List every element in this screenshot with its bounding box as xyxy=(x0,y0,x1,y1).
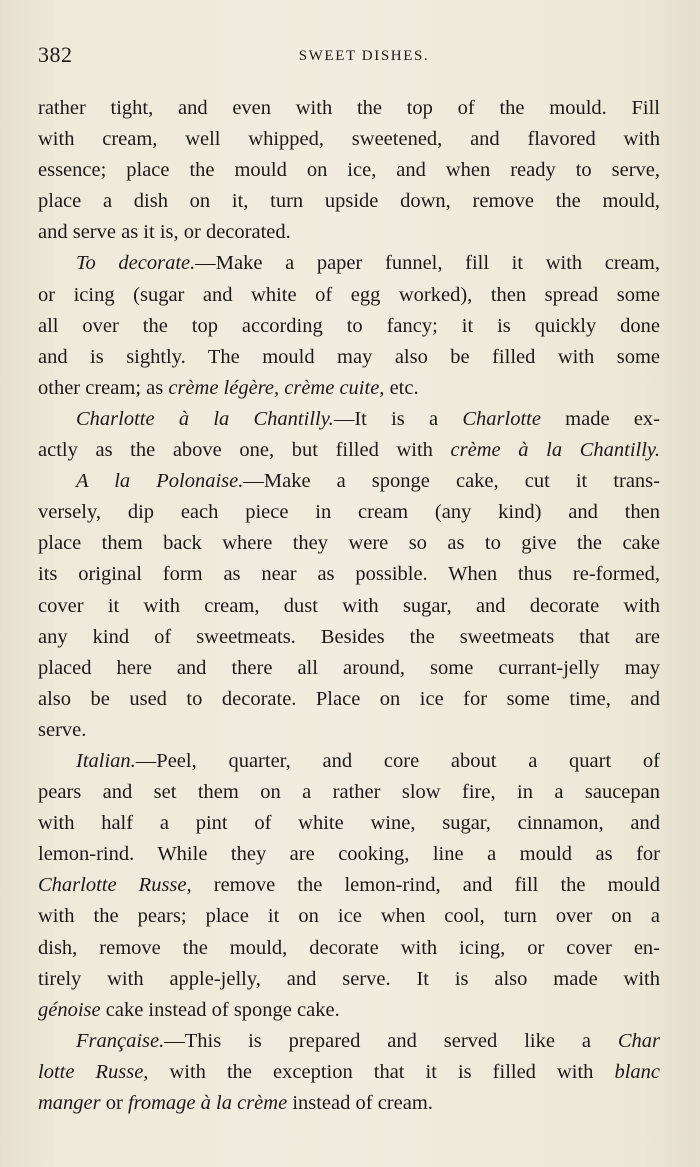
italic-text: crème à la Chantilly. xyxy=(450,439,660,462)
text-line xyxy=(38,933,660,964)
text-line xyxy=(38,839,660,870)
text-run: place a dish on it, turn upside down, remove the mould, xyxy=(38,190,660,213)
text-run: etc. xyxy=(384,376,419,399)
italic-text: blanc xyxy=(614,1060,660,1083)
text-run: with cream, well whipped, sweetened, and flavored with xyxy=(38,128,660,151)
text-run: —Peel, quarter, and core about a quart of xyxy=(135,749,660,772)
text-line xyxy=(38,186,660,217)
italic-text: fromage à la crème xyxy=(127,1092,288,1114)
text-run: cover it with cream, dust with sugar, and decorate with xyxy=(38,594,660,617)
italic-text: Charlotte à la Chantilly. xyxy=(76,407,334,430)
italic-text: Charlotte Russe, xyxy=(38,874,192,897)
text-line xyxy=(38,248,660,279)
text-line xyxy=(38,964,660,995)
text-line xyxy=(38,528,660,559)
italic-text: génoise xyxy=(38,998,101,1021)
text-line xyxy=(38,311,660,342)
text-run: placed here and there all around, some currant-jelly may xyxy=(38,656,660,679)
text-run: with half a pint of white wine, sugar, cinnamon, and xyxy=(38,812,660,835)
text-line xyxy=(38,1026,660,1057)
text-run: tirely with apple-jelly, and serve. It is also made with xyxy=(38,967,660,990)
text-run: essence; place the mould on ice, and when ready to serve, xyxy=(38,159,660,182)
text-line xyxy=(38,653,660,684)
text-line xyxy=(38,622,660,653)
text-run: versely, dip each piece in cream (any kind) and then xyxy=(38,501,660,524)
text-line xyxy=(38,155,660,186)
text-run: and serve as it is, or decorated. xyxy=(38,221,291,244)
text-line xyxy=(38,808,660,839)
text-run: or icing (sugar and white of egg worked), then spread some xyxy=(38,283,660,306)
text-run: —Make a sponge cake, cut it trans- xyxy=(243,470,660,493)
text-line xyxy=(38,591,660,622)
text-line xyxy=(38,497,660,528)
text-line xyxy=(38,684,660,715)
text-line xyxy=(38,715,660,746)
text-line xyxy=(38,901,660,932)
text-run: serve. xyxy=(38,718,87,741)
text-line xyxy=(38,404,660,435)
text-line xyxy=(38,373,660,404)
text-line xyxy=(38,746,660,777)
text-run: —It is a xyxy=(333,407,463,430)
page-body-text xyxy=(38,93,660,1119)
text-line xyxy=(38,777,660,808)
text-run: actly as the above one, but filled with xyxy=(38,439,451,462)
text-line xyxy=(38,217,660,248)
italic-text: crème légère, crème cuite, xyxy=(168,376,385,399)
text-run: —This is prepared and served like a xyxy=(164,1029,618,1052)
text-line xyxy=(38,93,660,124)
text-run: all over the top according to fancy; it is quickly done xyxy=(38,314,660,337)
text-line xyxy=(38,435,660,466)
text-run: rather tight, and even with the top of the mould. Fill xyxy=(38,97,660,119)
text-run: dish, remove the mould, decorate with icing, or cover en- xyxy=(38,936,660,959)
text-line xyxy=(38,870,660,901)
text-run: also be used to decorate. Place on ice for some time, and xyxy=(38,687,660,710)
text-run: pears and set them on a rather slow fire, in a saucepan xyxy=(38,781,660,804)
text-line xyxy=(38,342,660,373)
page-header xyxy=(38,42,660,72)
text-run: place them back where they were so as to give the cake xyxy=(38,532,660,555)
italic-text: manger xyxy=(38,1092,101,1114)
italic-text: A la Polonaise. xyxy=(76,470,244,493)
text-run: any kind of sweetmeats. Besides the sweetmeats that are xyxy=(38,625,660,648)
running-head: SWEET DISHES. xyxy=(298,48,430,64)
text-run: or xyxy=(100,1092,128,1114)
italic-text: Française. xyxy=(76,1029,165,1052)
text-run: its original form as near as possible. When thus re-formed, xyxy=(38,563,660,586)
text-run: lemon-rind. While they are cooking, line a mould as for xyxy=(38,843,660,866)
text-run: instead of cream. xyxy=(287,1092,433,1114)
text-line xyxy=(38,466,660,497)
italic-text: To decorate. xyxy=(76,252,196,275)
italic-text: Charlotte xyxy=(462,407,541,430)
text-run: other cream; as xyxy=(38,376,169,399)
text-run: and is sightly. The mould may also be filled with some xyxy=(38,345,660,368)
italic-text: Italian. xyxy=(76,749,136,772)
text-line xyxy=(38,124,660,155)
text-run: with the pears; place it on ice when cool, turn over on a xyxy=(38,905,660,928)
text-run: with the exception that it is filled with xyxy=(148,1060,615,1083)
text-line xyxy=(38,1057,660,1088)
text-run: remove the lemon-rind, and fill the mould xyxy=(191,874,660,897)
text-run: made ex- xyxy=(540,407,660,430)
italic-text: Char xyxy=(617,1029,660,1052)
text-line xyxy=(38,995,660,1026)
text-run: cake instead of sponge cake. xyxy=(100,998,340,1021)
text-line xyxy=(38,559,660,590)
page-number: 382 xyxy=(38,42,73,67)
italic-text: lotte Russe, xyxy=(38,1060,149,1083)
text-line xyxy=(38,1088,660,1119)
text-run: —Make a paper funnel, fill it with cream, xyxy=(195,252,660,275)
text-line xyxy=(38,280,660,311)
